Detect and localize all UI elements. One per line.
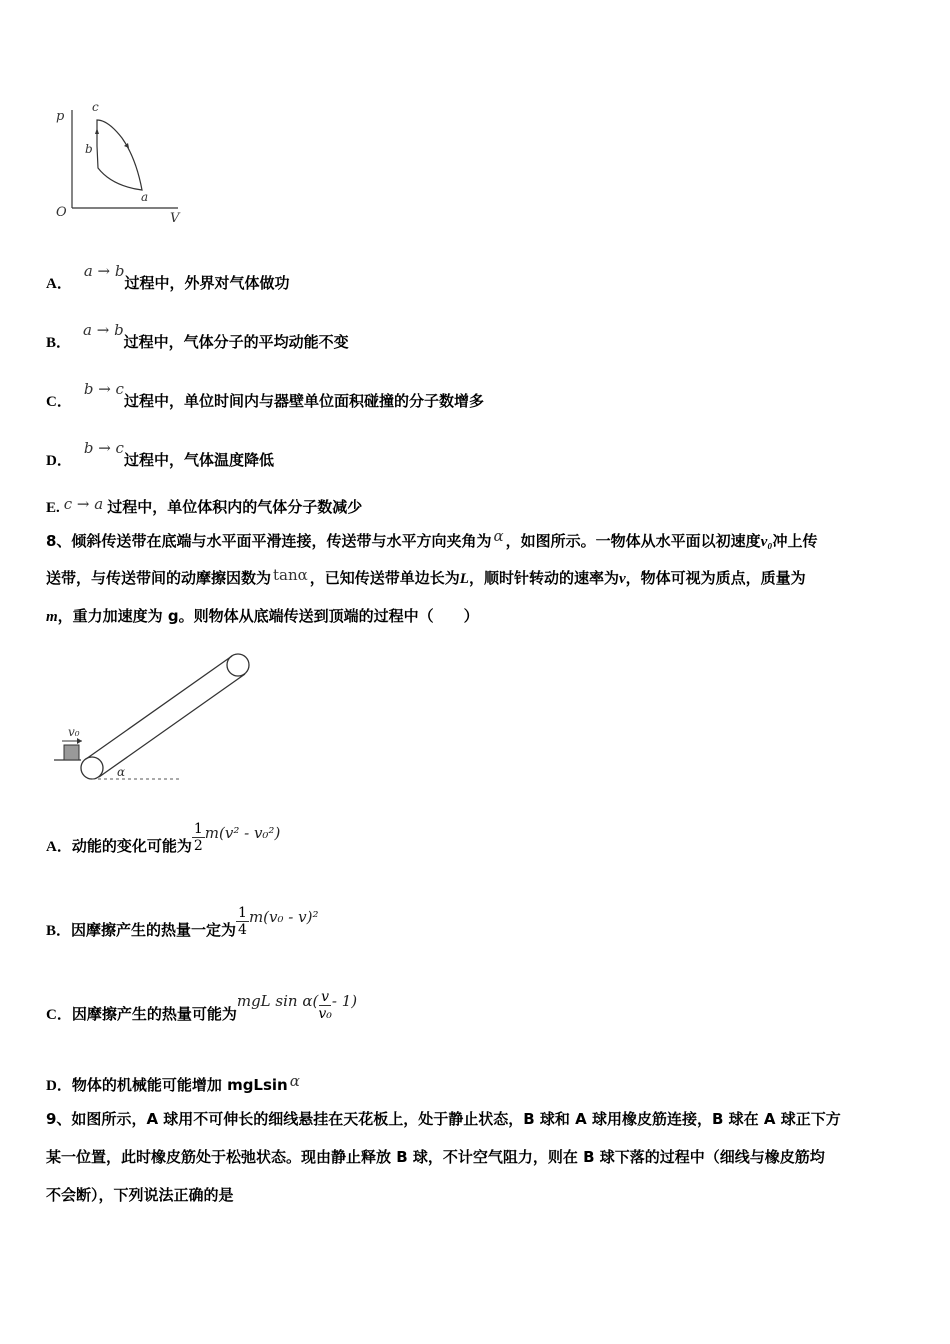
q8-stem-line-3 — [46, 606, 479, 627]
q8-option-d-text: 物体的机械能可能增加 mgLsin — [71, 1076, 288, 1094]
q8-stem-text: ，已知传送带单边长为 — [309, 569, 460, 587]
q8-option-d-label: D． — [46, 1078, 72, 1094]
q7-option-e-label: E. — [46, 500, 60, 516]
q7-option-a-label: A． — [46, 276, 72, 292]
q9-stem-line-2: 某一位置，此时橡皮筋处于松弛状态。现由静止释放 B 球，不计空气阻力，则在 B 球下落的过程中（细线与橡皮筋均 — [46, 1148, 825, 1166]
q8-tan-alpha: tanα — [273, 566, 308, 584]
q8-stem-text: ，如图所示。一物体从水平面以初速度 — [505, 532, 761, 550]
pv-origin: O — [56, 205, 67, 220]
q7-option-c-label: C． — [46, 394, 72, 410]
q8-option-c-fraction: $\frac{v}{\text{v₀}}$ — [318, 989, 332, 1022]
fig-alpha: α — [117, 765, 126, 779]
q8-stem-text: ，物体可视为质点，质量为 — [625, 569, 806, 587]
q8-L: L — [459, 571, 469, 587]
q9-stem-line-1: 9、如图所示，A 球用不可伸长的细线悬挂在天花板上，处于静止状态，B 球和 A 球用橡皮筋连接，B 球在 A 球正下方 — [46, 1110, 841, 1128]
q8-option-b-label: B． — [46, 923, 72, 939]
q8-option-c-formula-pre: mgL sin α( — [236, 992, 319, 1010]
q8-option-c-label: C． — [46, 1007, 72, 1023]
q8-m: m — [46, 609, 58, 625]
q7-option-d-math: b → c — [83, 439, 124, 457]
q8-option-c-formula-post: - 1) — [331, 992, 358, 1010]
q8-option-d-alpha: α — [289, 1072, 300, 1090]
q7-option-b-math: a → b — [83, 321, 124, 339]
q7-option-e-math: c → a — [63, 495, 104, 513]
q8-option-a-fraction: $\frac{1}{2}$ — [193, 821, 203, 854]
q7-option-c — [46, 380, 484, 412]
q8-option-b-fraction: $\frac{1}{4}$ — [238, 905, 247, 938]
q8-option-a-label: A． — [46, 839, 72, 855]
q8-v0: v₀ — [760, 534, 773, 550]
q8-stem-text: ，顺时针转动的速率为 — [468, 569, 619, 587]
fig-v0: v₀ — [68, 725, 80, 739]
q8-stem-text: 冲上传 — [772, 532, 818, 550]
q8-option-a — [46, 822, 280, 870]
q8-option-c — [46, 990, 357, 1038]
q8-v: v — [618, 571, 626, 587]
q8-stem-line-1 — [46, 527, 818, 552]
q8-option-a-formula: m(v² - v₀²) — [204, 824, 281, 842]
q7-option-e-text: 过程中，单位体积内的气体分子数减少 — [107, 498, 363, 516]
q7-option-a-math: a → b — [83, 262, 125, 280]
q8-stem-text: ，重力加速度为 g。则物体从底端传送到顶端的过程中（ ） — [57, 607, 479, 625]
q8-option-b — [46, 906, 318, 954]
q8-option-c-text: 因摩擦产生的热量可能为 — [71, 1005, 237, 1023]
pv-label-c: c — [92, 100, 99, 114]
q7-option-d-label: D． — [46, 453, 72, 469]
q7-option-b — [46, 321, 349, 353]
q7-option-d — [46, 439, 274, 471]
q7-option-e — [46, 497, 362, 518]
pv-axis-p: p — [56, 109, 65, 124]
q7-option-a-text: 过程中，外界对气体做功 — [124, 274, 290, 292]
q8-option-d — [46, 1072, 300, 1096]
q8-option-a-text: 动能的变化可能为 — [71, 837, 192, 855]
pv-label-a: a — [141, 190, 149, 204]
q7-option-b-label: B． — [46, 335, 72, 351]
pv-axis-v: V — [170, 211, 180, 226]
pv-label-b: b — [85, 142, 93, 156]
q7-option-d-text: 过程中，气体温度降低 — [123, 451, 274, 469]
conveyor-figure — [50, 648, 260, 788]
q7-option-a — [46, 262, 290, 294]
q7-option-b-text: 过程中，气体分子的平均动能不变 — [123, 333, 349, 351]
q8-stem-text: 8、倾斜传送带在底端与水平面平滑连接，传送带与水平方向夹角为 — [46, 532, 492, 550]
q8-stem-line-2 — [46, 568, 806, 589]
q9-stem-line-3: 不会断），下列说法正确的是 — [46, 1186, 234, 1204]
q8-option-b-formula: m(v₀ - v)² — [248, 908, 319, 926]
q8-stem-text: 送带，与传送带间的动摩擦因数为 — [46, 569, 272, 587]
q7-option-c-text: 过程中，单位时间内与器壁单位面积碰撞的分子数增多 — [123, 392, 484, 410]
q8-alpha: α — [493, 527, 504, 545]
q8-option-b-text: 因摩擦产生的热量一定为 — [71, 921, 237, 939]
pv-diagram — [50, 98, 190, 228]
q7-option-c-math: b → c — [83, 380, 124, 398]
